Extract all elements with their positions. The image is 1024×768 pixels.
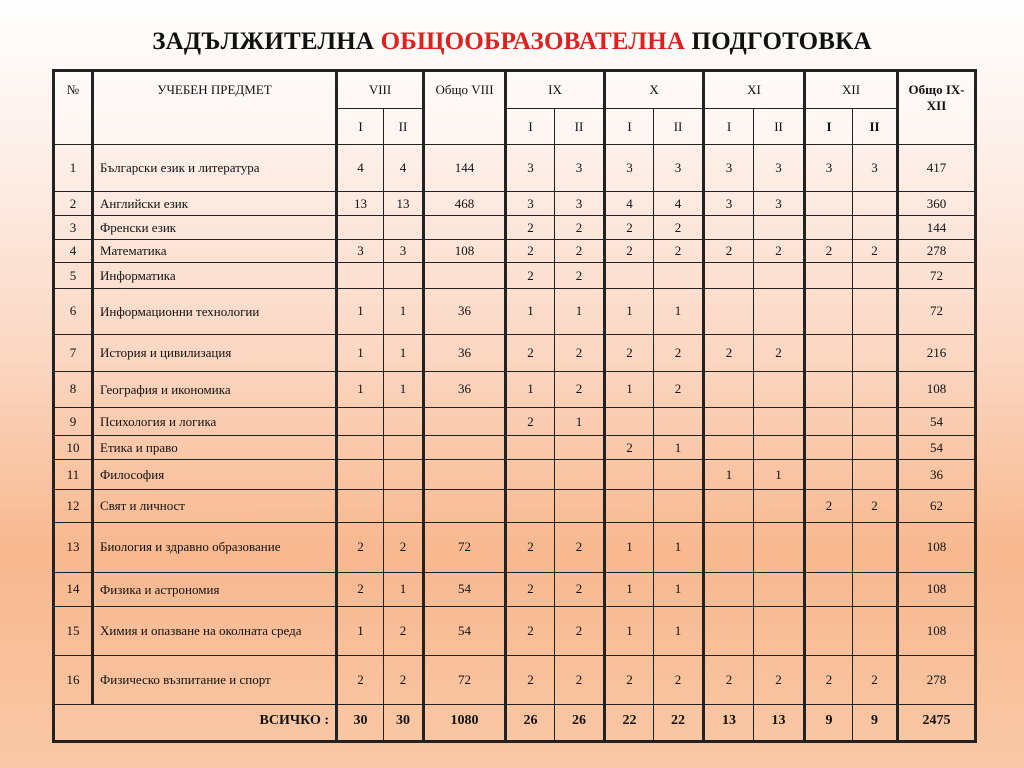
hours-cell <box>704 408 754 436</box>
hours-cell <box>754 607 805 656</box>
hours-cell: 2 <box>654 371 704 408</box>
total-label: ВСИЧКО : <box>54 705 337 742</box>
table-row <box>54 288 976 334</box>
hours-cell: 3 <box>555 191 605 215</box>
hours-cell <box>754 371 805 408</box>
title-part-1: ЗАДЪЛЖИТЕЛНА <box>152 28 381 55</box>
header-term-2: II <box>853 109 898 145</box>
total-cell: 9 <box>805 705 853 742</box>
total-viii-cell: 36 <box>424 334 506 371</box>
table-row <box>54 216 976 239</box>
hours-cell <box>805 191 853 215</box>
hours-cell <box>654 460 704 490</box>
subject-name: Философия <box>93 460 337 490</box>
total-cell: 13 <box>704 705 754 742</box>
hours-cell: 3 <box>805 145 853 192</box>
hours-cell: 2 <box>555 371 605 408</box>
hours-cell <box>754 263 805 289</box>
hours-cell <box>805 263 853 289</box>
total-cell: 30 <box>337 705 384 742</box>
hours-cell <box>754 288 805 334</box>
total-cell: 1080 <box>424 705 506 742</box>
hours-cell: 4 <box>654 191 704 215</box>
header-total-8: Общо VIII <box>424 71 506 145</box>
hours-cell <box>853 263 898 289</box>
hours-cell: 1 <box>506 288 555 334</box>
hours-cell: 1 <box>337 334 384 371</box>
table-row <box>54 656 976 705</box>
hours-cell: 2 <box>754 239 805 262</box>
hours-cell: 2 <box>654 334 704 371</box>
hours-cell: 3 <box>384 239 424 262</box>
curriculum-table <box>52 69 977 743</box>
hours-cell: 3 <box>654 145 704 192</box>
hours-cell <box>704 522 754 572</box>
row-number: 15 <box>54 607 93 656</box>
hours-cell: 2 <box>555 216 605 239</box>
hours-cell: 1 <box>654 522 704 572</box>
hours-cell <box>805 408 853 436</box>
hours-cell: 1 <box>384 288 424 334</box>
hours-cell <box>605 263 654 289</box>
row-number: 12 <box>54 489 93 522</box>
hours-cell: 3 <box>754 191 805 215</box>
hours-cell: 2 <box>853 489 898 522</box>
hours-cell: 2 <box>654 216 704 239</box>
total-viii-cell <box>424 263 506 289</box>
hours-cell <box>704 489 754 522</box>
hours-cell <box>605 489 654 522</box>
hours-cell <box>654 263 704 289</box>
hours-cell <box>337 263 384 289</box>
subject-name: Етика и право <box>93 435 337 459</box>
total-viii-cell: 144 <box>424 145 506 192</box>
hours-cell <box>853 408 898 436</box>
subject-name: Биология и здравно образование <box>93 522 337 572</box>
total-ix-xii-cell: 54 <box>898 408 976 436</box>
table-body <box>54 145 976 742</box>
total-viii-cell <box>424 489 506 522</box>
total-ix-xii-cell: 108 <box>898 572 976 607</box>
hours-cell: 2 <box>654 239 704 262</box>
header-term-1: I <box>506 109 555 145</box>
total-ix-xii-cell: 108 <box>898 371 976 408</box>
header-term-1: I <box>605 109 654 145</box>
row-number: 3 <box>54 216 93 239</box>
row-number: 10 <box>54 435 93 459</box>
total-viii-cell: 468 <box>424 191 506 215</box>
hours-cell: 3 <box>853 145 898 192</box>
hours-cell <box>754 522 805 572</box>
hours-cell: 2 <box>506 522 555 572</box>
subject-name: Информационни технологии <box>93 288 337 334</box>
hours-cell: 2 <box>555 572 605 607</box>
hours-cell: 1 <box>654 572 704 607</box>
hours-cell <box>605 408 654 436</box>
total-cell: 2475 <box>898 705 976 742</box>
hours-cell <box>384 460 424 490</box>
table-row <box>54 371 976 408</box>
hours-cell: 2 <box>605 656 654 705</box>
hours-cell: 1 <box>506 371 555 408</box>
hours-cell: 1 <box>654 288 704 334</box>
hours-cell <box>337 408 384 436</box>
hours-cell: 2 <box>506 572 555 607</box>
header-grade-8: VIII <box>337 71 424 109</box>
row-number: 7 <box>54 334 93 371</box>
hours-cell: 2 <box>754 656 805 705</box>
hours-cell: 4 <box>384 145 424 192</box>
hours-cell: 1 <box>384 371 424 408</box>
row-number: 2 <box>54 191 93 215</box>
total-ix-xii-cell: 216 <box>898 334 976 371</box>
hours-cell: 2 <box>337 656 384 705</box>
table-row <box>54 572 976 607</box>
subject-name: История и цивилизация <box>93 334 337 371</box>
table-row <box>54 607 976 656</box>
hours-cell <box>506 435 555 459</box>
header-num: № <box>54 71 93 145</box>
hours-cell <box>805 460 853 490</box>
hours-cell: 3 <box>704 191 754 215</box>
subject-name: Български език и литература <box>93 145 337 192</box>
hours-cell: 2 <box>555 334 605 371</box>
hours-cell: 2 <box>506 607 555 656</box>
total-viii-cell: 108 <box>424 239 506 262</box>
total-cell: 22 <box>605 705 654 742</box>
table-row <box>54 435 976 459</box>
header-grade-11: XI <box>704 71 805 109</box>
row-number: 14 <box>54 572 93 607</box>
row-number: 4 <box>54 239 93 262</box>
hours-cell: 2 <box>704 239 754 262</box>
hours-cell: 1 <box>337 607 384 656</box>
header-subject: УЧЕБЕН ПРЕДМЕТ <box>93 71 337 145</box>
table-header <box>54 71 976 145</box>
hours-cell: 3 <box>754 145 805 192</box>
hours-cell <box>654 489 704 522</box>
row-number: 11 <box>54 460 93 490</box>
hours-cell <box>754 572 805 607</box>
hours-cell <box>805 572 853 607</box>
hours-cell: 2 <box>506 239 555 262</box>
hours-cell <box>853 522 898 572</box>
hours-cell: 2 <box>853 656 898 705</box>
hours-cell: 4 <box>337 145 384 192</box>
total-ix-xii-cell: 62 <box>898 489 976 522</box>
hours-cell <box>337 435 384 459</box>
hours-cell <box>853 460 898 490</box>
header-grade-10: X <box>605 71 704 109</box>
subject-name: Английски език <box>93 191 337 215</box>
total-ix-xii-cell: 108 <box>898 607 976 656</box>
subject-name: География и икономика <box>93 371 337 408</box>
hours-cell <box>853 191 898 215</box>
hours-cell: 2 <box>805 239 853 262</box>
hours-cell <box>555 489 605 522</box>
hours-cell <box>754 216 805 239</box>
total-ix-xii-cell: 278 <box>898 239 976 262</box>
hours-cell <box>337 216 384 239</box>
hours-cell <box>805 334 853 371</box>
hours-cell <box>754 489 805 522</box>
total-row <box>54 705 976 742</box>
hours-cell <box>704 572 754 607</box>
total-viii-cell: 72 <box>424 522 506 572</box>
hours-cell: 1 <box>654 607 704 656</box>
hours-cell <box>805 522 853 572</box>
total-cell: 26 <box>555 705 605 742</box>
hours-cell: 3 <box>506 145 555 192</box>
hours-cell: 2 <box>605 216 654 239</box>
hours-cell <box>704 371 754 408</box>
hours-cell <box>754 435 805 459</box>
hours-cell: 1 <box>337 371 384 408</box>
hours-cell: 3 <box>506 191 555 215</box>
hours-cell <box>337 460 384 490</box>
total-ix-xii-cell: 278 <box>898 656 976 705</box>
hours-cell: 1 <box>605 607 654 656</box>
total-viii-cell: 72 <box>424 656 506 705</box>
hours-cell <box>805 371 853 408</box>
total-viii-cell: 54 <box>424 572 506 607</box>
hours-cell: 13 <box>384 191 424 215</box>
hours-cell: 2 <box>337 522 384 572</box>
hours-cell: 13 <box>337 191 384 215</box>
hours-cell: 3 <box>605 145 654 192</box>
hours-cell <box>754 408 805 436</box>
hours-cell <box>853 435 898 459</box>
row-number: 16 <box>54 656 93 705</box>
hours-cell: 2 <box>506 334 555 371</box>
table-row <box>54 522 976 572</box>
total-viii-cell: 36 <box>424 371 506 408</box>
table-row <box>54 191 976 215</box>
row-number: 9 <box>54 408 93 436</box>
header-term-2: II <box>384 109 424 145</box>
hours-cell: 2 <box>555 656 605 705</box>
hours-cell: 2 <box>805 489 853 522</box>
hours-cell <box>704 263 754 289</box>
row-number: 1 <box>54 145 93 192</box>
row-number: 8 <box>54 371 93 408</box>
total-cell: 30 <box>384 705 424 742</box>
hours-cell <box>384 216 424 239</box>
header-grade-12: XII <box>805 71 898 109</box>
hours-cell: 2 <box>506 408 555 436</box>
hours-cell: 2 <box>506 216 555 239</box>
hours-cell <box>704 216 754 239</box>
subject-name: Френски език <box>93 216 337 239</box>
total-ix-xii-cell: 72 <box>898 263 976 289</box>
subject-name: Информатика <box>93 263 337 289</box>
header-term-1: I <box>805 109 853 145</box>
title-part-3: ПОДГОТОВКА <box>685 28 872 55</box>
hours-cell: 1 <box>337 288 384 334</box>
hours-cell: 2 <box>605 435 654 459</box>
hours-cell: 2 <box>384 656 424 705</box>
total-ix-xii-cell: 417 <box>898 145 976 192</box>
total-viii-cell <box>424 216 506 239</box>
hours-cell <box>605 460 654 490</box>
hours-cell: 2 <box>805 656 853 705</box>
hours-cell: 1 <box>754 460 805 490</box>
hours-cell: 3 <box>704 145 754 192</box>
hours-cell <box>853 216 898 239</box>
hours-cell <box>384 408 424 436</box>
hours-cell <box>805 607 853 656</box>
hours-cell <box>384 435 424 459</box>
slide-title <box>0 28 1024 56</box>
hours-cell <box>853 607 898 656</box>
hours-cell: 2 <box>555 607 605 656</box>
total-cell: 13 <box>754 705 805 742</box>
hours-cell: 1 <box>605 288 654 334</box>
hours-cell <box>555 460 605 490</box>
total-ix-xii-cell: 72 <box>898 288 976 334</box>
hours-cell: 4 <box>605 191 654 215</box>
hours-cell: 2 <box>555 263 605 289</box>
hours-cell: 1 <box>605 572 654 607</box>
hours-cell: 1 <box>555 408 605 436</box>
subject-name: Свят и личност <box>93 489 337 522</box>
row-number: 5 <box>54 263 93 289</box>
total-ix-xii-cell: 360 <box>898 191 976 215</box>
hours-cell <box>384 263 424 289</box>
hours-cell: 2 <box>605 334 654 371</box>
subject-name: Математика <box>93 239 337 262</box>
row-number: 13 <box>54 522 93 572</box>
total-viii-cell: 54 <box>424 607 506 656</box>
total-viii-cell: 36 <box>424 288 506 334</box>
hours-cell <box>805 435 853 459</box>
hours-cell: 3 <box>337 239 384 262</box>
hours-cell: 1 <box>384 572 424 607</box>
hours-cell: 3 <box>555 145 605 192</box>
table-row <box>54 334 976 371</box>
table-row <box>54 263 976 289</box>
hours-cell <box>805 288 853 334</box>
hours-cell: 2 <box>384 607 424 656</box>
hours-cell <box>337 489 384 522</box>
row-number: 6 <box>54 288 93 334</box>
table-row <box>54 489 976 522</box>
header-term-1: I <box>337 109 384 145</box>
hours-cell <box>704 435 754 459</box>
hours-cell <box>805 216 853 239</box>
hours-cell: 2 <box>704 334 754 371</box>
title-accent: ОБЩООБРАЗОВАТЕЛНА <box>380 28 686 55</box>
total-viii-cell <box>424 408 506 436</box>
hours-cell: 2 <box>704 656 754 705</box>
table-row <box>54 460 976 490</box>
total-ix-xii-cell: 108 <box>898 522 976 572</box>
hours-cell: 1 <box>704 460 754 490</box>
hours-cell: 2 <box>555 239 605 262</box>
subject-name: Физическо възпитание и спорт <box>93 656 337 705</box>
total-viii-cell <box>424 460 506 490</box>
total-cell: 22 <box>654 705 704 742</box>
hours-cell <box>384 489 424 522</box>
table-row <box>54 239 976 262</box>
total-viii-cell <box>424 435 506 459</box>
hours-cell <box>853 288 898 334</box>
hours-cell: 2 <box>337 572 384 607</box>
total-ix-xii-cell: 144 <box>898 216 976 239</box>
hours-cell: 2 <box>384 522 424 572</box>
hours-cell: 1 <box>555 288 605 334</box>
hours-cell <box>506 489 555 522</box>
hours-cell: 1 <box>605 522 654 572</box>
hours-cell: 1 <box>384 334 424 371</box>
hours-cell <box>704 288 754 334</box>
hours-cell: 2 <box>654 656 704 705</box>
hours-cell: 1 <box>605 371 654 408</box>
hours-cell <box>704 607 754 656</box>
hours-cell: 1 <box>654 435 704 459</box>
header-term-2: II <box>555 109 605 145</box>
hours-cell <box>654 408 704 436</box>
total-cell: 26 <box>506 705 555 742</box>
hours-cell: 2 <box>506 656 555 705</box>
subject-name: Психология и логика <box>93 408 337 436</box>
table-row <box>54 408 976 436</box>
header-term-2: II <box>754 109 805 145</box>
hours-cell <box>853 371 898 408</box>
hours-cell <box>853 572 898 607</box>
hours-cell <box>853 334 898 371</box>
hours-cell: 2 <box>605 239 654 262</box>
subject-name: Физика и астрономия <box>93 572 337 607</box>
hours-cell <box>506 460 555 490</box>
hours-cell: 2 <box>555 522 605 572</box>
table-row <box>54 145 976 192</box>
total-ix-xii-cell: 36 <box>898 460 976 490</box>
header-total-9-12: Общо IX-XII <box>898 71 976 145</box>
hours-cell: 2 <box>506 263 555 289</box>
header-term-2: II <box>654 109 704 145</box>
hours-cell: 2 <box>853 239 898 262</box>
hours-cell: 2 <box>754 334 805 371</box>
hours-cell <box>555 435 605 459</box>
total-ix-xii-cell: 54 <box>898 435 976 459</box>
total-cell: 9 <box>853 705 898 742</box>
header-grade-9: IX <box>506 71 605 109</box>
header-term-1: I <box>704 109 754 145</box>
subject-name: Химия и опазване на околната среда <box>93 607 337 656</box>
